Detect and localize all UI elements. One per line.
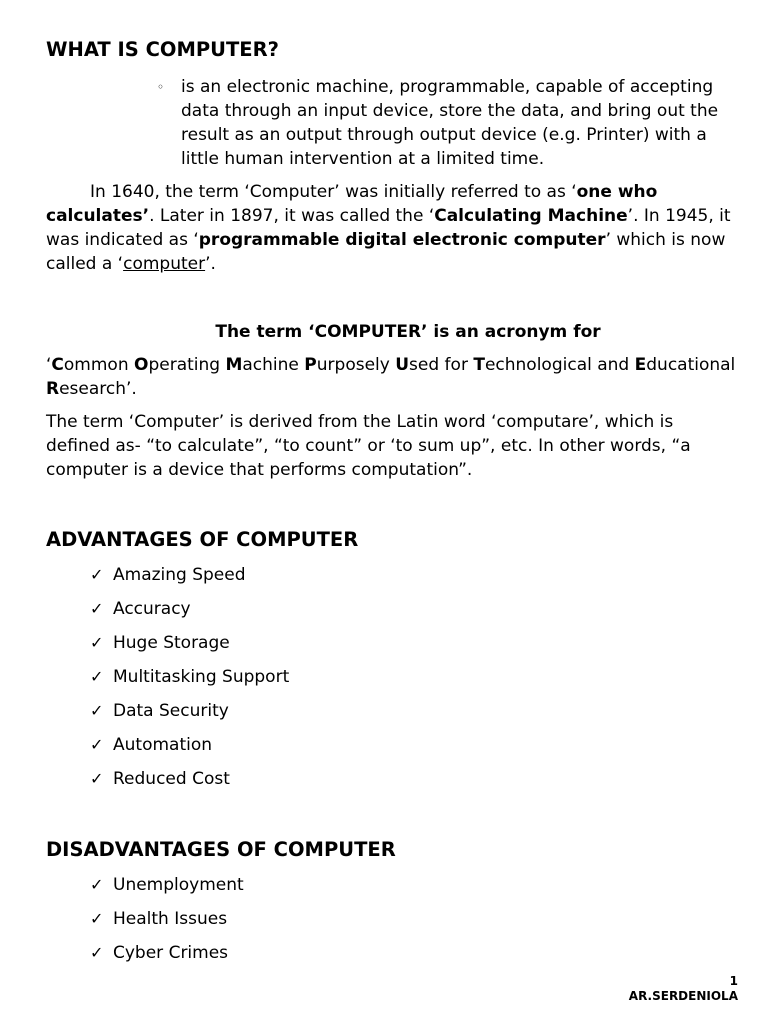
advantage-item bbox=[90, 631, 289, 665]
checkmark-icon: ✓ bbox=[90, 667, 104, 686]
disadvantage-item-label: Health Issues bbox=[113, 909, 228, 929]
history-bold-3: programmable digital electronic computer bbox=[198, 230, 606, 250]
history-text-4: ’ which is now called a ‘ bbox=[46, 230, 726, 274]
history-paragraph bbox=[46, 180, 736, 276]
definition-text: is an electronic machine, programmable, capable of accepting data through an input device, store the data, and bring out the result as an output through output device (e.g. Printer) with a little human intervention at a limited time. bbox=[181, 77, 719, 169]
disadvantages-list bbox=[90, 873, 244, 975]
page-footer bbox=[629, 974, 738, 1004]
acronym-text: ‘ bbox=[46, 355, 52, 375]
checkmark-icon: ✓ bbox=[90, 701, 104, 720]
acronym-initial: P bbox=[304, 355, 317, 375]
history-text-3: ’. In 1945, it was indicated as ‘ bbox=[46, 206, 731, 250]
advantage-item bbox=[90, 767, 289, 801]
acronym-initial: M bbox=[225, 355, 243, 375]
acronym-initial: E bbox=[634, 355, 647, 375]
heading-disadvantages: DISADVANTAGES OF COMPUTER bbox=[46, 838, 396, 861]
acronym-text: perating bbox=[148, 355, 226, 375]
acronym-text: ommon bbox=[63, 355, 134, 375]
acronym-text: echnological and bbox=[484, 355, 635, 375]
acronym-text: ducational bbox=[646, 355, 736, 375]
checkmark-icon: ✓ bbox=[90, 769, 104, 788]
advantage-item-label: Amazing Speed bbox=[113, 565, 246, 585]
advantage-item bbox=[90, 665, 289, 699]
history-text-5: ’. bbox=[205, 254, 216, 274]
history-text-2: . Later in 1897, it was called the ‘ bbox=[149, 206, 435, 226]
acronym-initial: R bbox=[46, 379, 60, 399]
acronym-paragraph bbox=[46, 353, 736, 401]
author-name: AR.SERDENIOLA bbox=[628, 989, 738, 1003]
acronym-text: urposely bbox=[316, 355, 396, 375]
acronym-text: esearch’. bbox=[59, 379, 137, 399]
advantage-item-label: Automation bbox=[113, 735, 213, 755]
history-bold-1: one who calculates’ bbox=[46, 182, 658, 226]
advantages-list bbox=[90, 563, 289, 801]
disadvantage-item bbox=[90, 907, 244, 941]
latin-origin-paragraph: The term ‘Computer’ is derived from the Latin word ‘computare’, which is defined as- “to calculate”, “to count” or ‘to sum up”, etc. In other words, “a computer is a device that performs computation”. bbox=[46, 412, 691, 480]
advantage-item-label: Accuracy bbox=[113, 599, 191, 619]
acronym-initial: O bbox=[134, 355, 149, 375]
heading-advantages: ADVANTAGES OF COMPUTER bbox=[46, 528, 359, 551]
history-underlined-computer: computer bbox=[123, 254, 206, 274]
advantage-item-label: Reduced Cost bbox=[113, 769, 230, 789]
page-number: 1 bbox=[729, 974, 738, 988]
checkmark-icon: ✓ bbox=[90, 633, 104, 652]
history-bold-2: Calculating Machine bbox=[434, 206, 628, 226]
checkmark-icon: ✓ bbox=[90, 943, 104, 962]
advantage-item bbox=[90, 597, 289, 631]
hollow-bullet-icon: ◦ bbox=[157, 80, 165, 94]
advantage-item bbox=[90, 563, 289, 597]
checkmark-icon: ✓ bbox=[90, 909, 104, 928]
checkmark-icon: ✓ bbox=[90, 735, 104, 754]
acronym-text: sed for bbox=[409, 355, 474, 375]
history-text-1: In 1640, the term ‘Computer’ was initially referred to as ‘ bbox=[90, 182, 577, 202]
disadvantage-item bbox=[90, 873, 244, 907]
acronym-text: achine bbox=[242, 355, 305, 375]
acronym-initial: C bbox=[51, 355, 64, 375]
acronym-initial: U bbox=[395, 355, 410, 375]
disadvantage-item-label: Cyber Crimes bbox=[113, 943, 229, 963]
checkmark-icon: ✓ bbox=[90, 875, 104, 894]
disadvantage-item bbox=[90, 941, 244, 975]
acronym-title: The term ‘COMPUTER’ is an acronym for bbox=[215, 322, 601, 342]
advantage-item bbox=[90, 699, 289, 733]
advantage-item bbox=[90, 733, 289, 767]
advantage-item-label: Data Security bbox=[113, 701, 229, 721]
heading-what-is-computer: WHAT IS COMPUTER? bbox=[46, 38, 279, 61]
advantage-item-label: Multitasking Support bbox=[113, 667, 290, 687]
advantage-item-label: Huge Storage bbox=[113, 633, 230, 653]
acronym-initial: T bbox=[473, 355, 485, 375]
checkmark-icon: ✓ bbox=[90, 599, 104, 618]
disadvantage-item-label: Unemployment bbox=[113, 875, 244, 895]
checkmark-icon: ✓ bbox=[90, 565, 104, 584]
